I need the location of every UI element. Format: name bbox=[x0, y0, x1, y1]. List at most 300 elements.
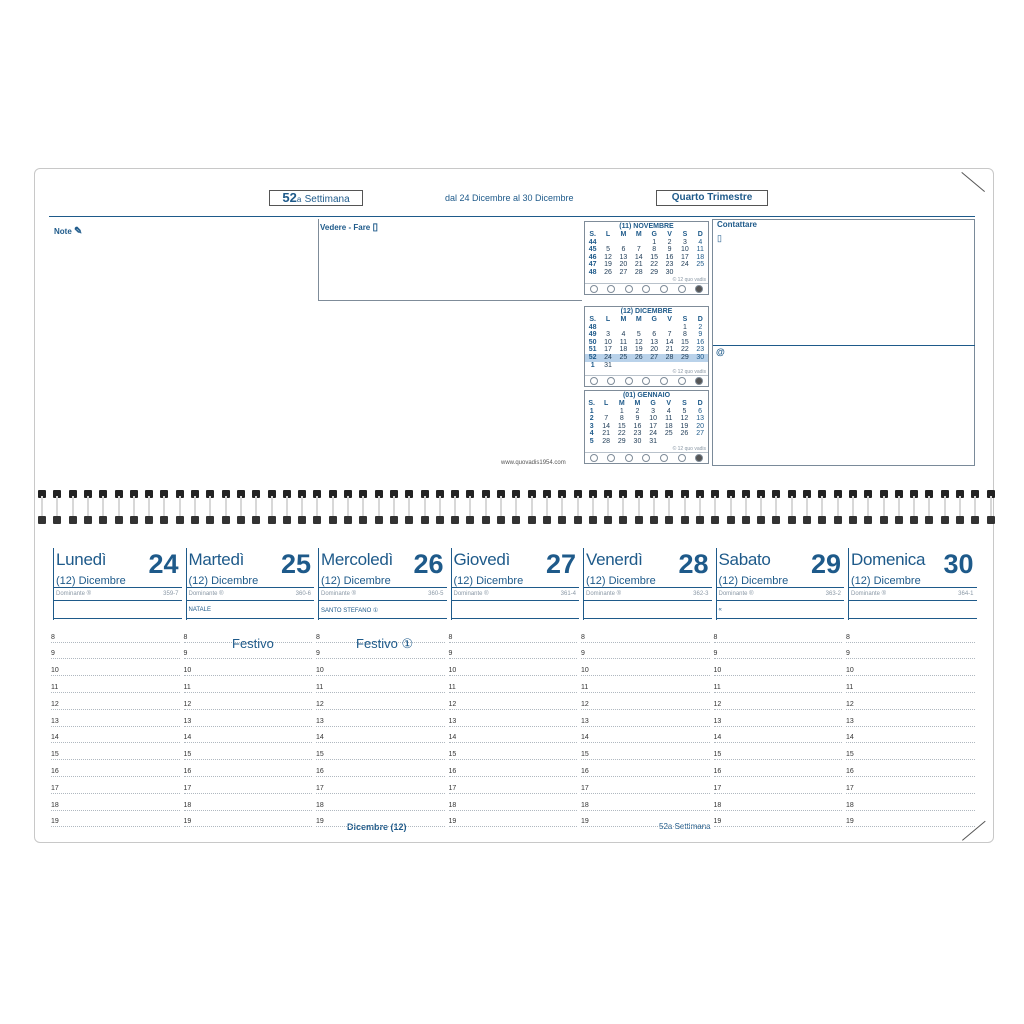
hour-row[interactable] bbox=[184, 811, 313, 828]
hour-row[interactable] bbox=[581, 676, 710, 693]
hour-row[interactable] bbox=[581, 760, 710, 777]
day-cell: 24 bbox=[600, 354, 615, 362]
day-cell: 21 bbox=[634, 261, 643, 269]
hour-label: 15 bbox=[581, 751, 589, 759]
hour-row[interactable] bbox=[51, 760, 180, 777]
moon-phase-icon bbox=[695, 285, 703, 293]
spiral-ring bbox=[665, 486, 673, 528]
day-cell: 1 bbox=[652, 238, 657, 246]
spiral-ring bbox=[696, 486, 704, 528]
day-count: 359-7 bbox=[163, 591, 179, 597]
hour-label: 14 bbox=[316, 734, 324, 742]
day-month: (12) Dicembre bbox=[56, 575, 126, 587]
hour-row[interactable] bbox=[714, 676, 843, 693]
day-cell: 11 bbox=[619, 338, 628, 346]
moon-phase-icon bbox=[590, 285, 598, 293]
hour-row[interactable] bbox=[184, 676, 313, 693]
spiral-ring bbox=[895, 486, 903, 528]
hour-row[interactable] bbox=[581, 643, 710, 660]
spiral-ring bbox=[466, 486, 474, 528]
hour-label: 16 bbox=[846, 768, 854, 776]
hour-label: 18 bbox=[448, 801, 457, 809]
week-number-cell: 5 bbox=[589, 437, 594, 445]
hour-row[interactable] bbox=[51, 777, 180, 794]
hour-row[interactable] bbox=[449, 794, 578, 811]
moon-phase-icon bbox=[642, 454, 650, 462]
hour-label: 15 bbox=[316, 751, 324, 759]
hour-row[interactable] bbox=[316, 676, 445, 693]
hour-label: 14 bbox=[448, 734, 457, 742]
spiral-ring bbox=[635, 486, 643, 528]
hour-row[interactable] bbox=[449, 744, 578, 761]
hour-row[interactable] bbox=[714, 643, 843, 660]
spiral-binding bbox=[34, 486, 994, 532]
day-cell: 2 bbox=[667, 238, 672, 246]
hour-label: 17 bbox=[183, 784, 192, 792]
hour-row[interactable] bbox=[51, 744, 180, 761]
weekday-header: L bbox=[605, 231, 611, 238]
spiral-ring bbox=[574, 486, 582, 528]
hour-label: 16 bbox=[581, 768, 589, 776]
day-cell: 27 bbox=[696, 430, 705, 438]
day-cell: 4 bbox=[621, 331, 626, 339]
hour-label: 10 bbox=[713, 667, 722, 675]
hour-label: 13 bbox=[581, 717, 589, 725]
week-number-cell: 3 bbox=[589, 422, 594, 430]
hour-label: 13 bbox=[183, 717, 192, 725]
day-cell: 13 bbox=[696, 415, 705, 423]
moon-phase-icon bbox=[660, 454, 668, 462]
day-cell: 24 bbox=[649, 430, 657, 438]
hour-row[interactable] bbox=[846, 744, 975, 761]
day-cell: 2 bbox=[698, 323, 703, 331]
hour-row[interactable] bbox=[51, 727, 180, 744]
hour-label: 8 bbox=[581, 633, 585, 641]
hour-label: 12 bbox=[581, 700, 589, 708]
day-cell: 10 bbox=[681, 246, 689, 254]
hour-row[interactable] bbox=[184, 777, 313, 794]
hour-row[interactable] bbox=[184, 710, 313, 727]
hour-label: 9 bbox=[316, 650, 320, 658]
hour-label: 8 bbox=[316, 633, 320, 641]
hour-label: 16 bbox=[183, 768, 192, 776]
day-count: 363-2 bbox=[825, 591, 841, 597]
day-cell: 17 bbox=[649, 422, 657, 430]
spiral-ring bbox=[497, 486, 505, 528]
hour-row[interactable] bbox=[846, 676, 975, 693]
hour-label: 9 bbox=[846, 650, 850, 658]
hour-label: 16 bbox=[713, 768, 722, 776]
day-cell: 31 bbox=[604, 361, 612, 369]
hour-label: 9 bbox=[51, 650, 55, 658]
hour-label: 16 bbox=[316, 768, 324, 776]
moon-phases bbox=[585, 452, 708, 463]
hour-row[interactable] bbox=[581, 777, 710, 794]
hour-row[interactable] bbox=[51, 710, 180, 727]
day-cell: 29 bbox=[677, 354, 692, 362]
spiral-ring bbox=[191, 486, 199, 528]
spiral-ring bbox=[864, 486, 872, 528]
day-cell bbox=[647, 362, 662, 370]
hour-row[interactable] bbox=[846, 811, 975, 828]
weekday-header: S bbox=[682, 231, 688, 238]
hour-label: 8 bbox=[846, 633, 850, 641]
day-cell: 12 bbox=[680, 415, 689, 423]
hour-row[interactable] bbox=[316, 744, 445, 761]
hour-label: 11 bbox=[316, 684, 324, 692]
hour-label: 17 bbox=[846, 784, 854, 792]
day-count: 364-1 bbox=[958, 591, 974, 597]
moon-phases bbox=[585, 283, 708, 294]
hour-label: 8 bbox=[713, 633, 718, 641]
mini-calendar-title: (11) NOVEMBRE bbox=[619, 223, 674, 230]
todo-box-bottom bbox=[318, 300, 582, 301]
hour-row[interactable] bbox=[449, 811, 578, 828]
spiral-ring bbox=[38, 486, 46, 528]
day-cell: 26 bbox=[604, 268, 612, 276]
hour-row[interactable] bbox=[449, 727, 578, 744]
hour-row[interactable] bbox=[184, 693, 313, 710]
weekday-header: L bbox=[604, 400, 609, 407]
spiral-ring bbox=[344, 486, 352, 528]
hour-row[interactable] bbox=[449, 693, 578, 710]
hour-label: 19 bbox=[448, 818, 457, 826]
day-cell: 1 bbox=[619, 407, 624, 415]
hour-label: 9 bbox=[581, 650, 585, 658]
spiral-ring bbox=[528, 486, 536, 528]
hour-row[interactable] bbox=[581, 727, 710, 744]
day-cell bbox=[600, 239, 615, 247]
day-header bbox=[318, 548, 447, 620]
hour-row[interactable] bbox=[51, 693, 180, 710]
hour-row[interactable] bbox=[714, 626, 843, 643]
hour-row[interactable] bbox=[51, 643, 180, 660]
dominante-label: Dominante ® bbox=[56, 591, 92, 597]
moon-phase-icon bbox=[660, 377, 668, 385]
hour-label: 9 bbox=[183, 650, 188, 658]
spiral-ring bbox=[237, 486, 245, 528]
day-cell: 25 bbox=[664, 430, 673, 438]
day-header bbox=[716, 548, 845, 620]
moon-phase-icon bbox=[590, 454, 598, 462]
spiral-ring bbox=[222, 486, 230, 528]
day-cell: 5 bbox=[682, 407, 687, 415]
dominante-label: Dominante ® bbox=[188, 591, 224, 597]
weekday-header: G bbox=[651, 231, 657, 238]
day-cell: 3 bbox=[606, 331, 611, 339]
mini-calendar-footer: © 12 quo vadis bbox=[672, 445, 706, 452]
hour-row[interactable] bbox=[449, 777, 578, 794]
spiral-ring bbox=[313, 486, 321, 528]
hour-row[interactable] bbox=[714, 794, 843, 811]
week-word: Settimana bbox=[304, 194, 350, 205]
weekday-header: V bbox=[666, 400, 672, 407]
spiral-ring bbox=[145, 486, 153, 528]
week-number-cell: 48 bbox=[588, 323, 597, 331]
day-name: Mercoledì bbox=[321, 550, 393, 569]
hour-label: 15 bbox=[448, 751, 457, 759]
hour-label: 17 bbox=[713, 784, 722, 792]
weekday-header: M bbox=[618, 400, 625, 407]
hour-label: 13 bbox=[316, 717, 324, 725]
day-cell: 9 bbox=[635, 415, 640, 423]
hour-row[interactable] bbox=[846, 660, 975, 677]
hour-label: 19 bbox=[846, 818, 854, 826]
hour-row[interactable] bbox=[449, 626, 578, 643]
day-number: 26 bbox=[413, 549, 444, 579]
hour-row[interactable] bbox=[316, 811, 445, 828]
hour-label: 14 bbox=[846, 734, 854, 742]
hour-row[interactable] bbox=[846, 710, 975, 727]
phone-icon: ▯ bbox=[717, 233, 722, 243]
spiral-ring bbox=[329, 486, 337, 528]
hour-row[interactable] bbox=[714, 710, 843, 727]
spiral-ring bbox=[558, 486, 566, 528]
hour-row[interactable] bbox=[581, 794, 710, 811]
week-number: 52 bbox=[282, 190, 297, 205]
weekday-header: S. bbox=[589, 316, 596, 323]
hour-row[interactable] bbox=[316, 660, 445, 677]
hour-label: 11 bbox=[51, 684, 59, 692]
hour-row[interactable] bbox=[714, 777, 843, 794]
moon-phase-icon bbox=[642, 285, 650, 293]
day-cell: 15 bbox=[681, 338, 689, 346]
hour-row[interactable] bbox=[51, 811, 180, 828]
spiral-ring bbox=[818, 486, 826, 528]
moon-phase-icon bbox=[678, 454, 686, 462]
day-cell: 6 bbox=[698, 407, 703, 415]
hour-label: 17 bbox=[581, 784, 589, 792]
day-cell: 17 bbox=[681, 253, 689, 261]
day-cell bbox=[631, 324, 646, 332]
hour-row[interactable] bbox=[581, 744, 710, 761]
day-cell: 22 bbox=[650, 261, 659, 269]
hour-row[interactable] bbox=[581, 660, 710, 677]
hour-label: 11 bbox=[183, 684, 191, 692]
week-number-cell: 2 bbox=[589, 415, 594, 423]
hour-row[interactable] bbox=[184, 727, 313, 744]
day-cell: 16 bbox=[665, 253, 674, 261]
day-cell: 25 bbox=[616, 354, 631, 362]
week-suffix: a bbox=[296, 195, 302, 204]
day-month: (12) Dicembre bbox=[851, 575, 921, 587]
hour-row[interactable] bbox=[51, 660, 180, 677]
hour-label: 10 bbox=[846, 667, 854, 675]
day-number: 29 bbox=[810, 549, 841, 579]
hour-label: 8 bbox=[183, 633, 188, 641]
week-number-cell: 51 bbox=[588, 346, 597, 354]
day-cell: 26 bbox=[680, 430, 689, 438]
hour-row[interactable] bbox=[714, 760, 843, 777]
week-number-cell: 46 bbox=[588, 253, 597, 261]
hour-row[interactable] bbox=[714, 660, 843, 677]
hour-label: 18 bbox=[316, 801, 324, 809]
day-cell: 3 bbox=[651, 407, 656, 415]
hour-row[interactable] bbox=[714, 744, 843, 761]
hour-label: 9 bbox=[448, 650, 453, 658]
contacts-box bbox=[712, 219, 975, 466]
hour-row[interactable] bbox=[714, 727, 843, 744]
hour-row[interactable] bbox=[846, 626, 975, 643]
week-number-cell: 44 bbox=[588, 238, 597, 246]
dominante-label: Dominante ® bbox=[586, 591, 622, 597]
day-cell: 20 bbox=[696, 422, 705, 430]
spiral-ring bbox=[482, 486, 490, 528]
day-cell: 27 bbox=[647, 354, 662, 362]
hour-row[interactable] bbox=[449, 660, 578, 677]
weekday-header: M bbox=[635, 231, 642, 238]
spiral-ring bbox=[206, 486, 214, 528]
hour-row[interactable] bbox=[581, 693, 710, 710]
hour-row[interactable] bbox=[184, 760, 313, 777]
hour-row[interactable] bbox=[316, 794, 445, 811]
spiral-ring bbox=[268, 486, 276, 528]
moon-phase-icon bbox=[695, 377, 703, 385]
spiral-ring bbox=[925, 486, 933, 528]
hour-row[interactable] bbox=[581, 626, 710, 643]
day-cell: 14 bbox=[602, 422, 611, 430]
day-number: 30 bbox=[943, 549, 974, 579]
spiral-ring bbox=[115, 486, 123, 528]
day-count: 360-5 bbox=[428, 591, 444, 597]
day-cell: 10 bbox=[649, 415, 657, 423]
footer-week: 52a Settimana bbox=[659, 822, 711, 831]
hour-row[interactable] bbox=[51, 626, 180, 643]
hour-label: 14 bbox=[581, 734, 589, 742]
hour-row[interactable] bbox=[316, 777, 445, 794]
day-cell: 19 bbox=[680, 422, 689, 430]
day-header bbox=[53, 548, 182, 620]
weekday-header: M bbox=[634, 400, 641, 407]
weekday-header: S bbox=[682, 316, 688, 323]
day-cell bbox=[631, 362, 646, 370]
day-cell: 22 bbox=[681, 346, 689, 354]
hour-label: 12 bbox=[316, 700, 324, 708]
day-cell: 12 bbox=[634, 338, 643, 346]
day-cell: 9 bbox=[667, 246, 672, 254]
hour-row[interactable] bbox=[316, 710, 445, 727]
hour-row[interactable] bbox=[184, 660, 313, 677]
hour-row[interactable] bbox=[449, 710, 578, 727]
hour-label: 15 bbox=[846, 751, 854, 759]
day-cell: 21 bbox=[665, 346, 674, 354]
day-number: 27 bbox=[545, 549, 576, 579]
dominante-label: Dominante ® bbox=[718, 591, 754, 597]
weekday-header: L bbox=[605, 316, 611, 323]
mini-calendar-title: (12) DICEMBRE bbox=[620, 308, 673, 315]
hour-row[interactable] bbox=[184, 744, 313, 761]
day-cell: 8 bbox=[682, 331, 687, 339]
spiral-ring bbox=[803, 486, 811, 528]
hour-row[interactable] bbox=[714, 811, 843, 828]
todo-box bbox=[318, 219, 319, 301]
day-cell: 13 bbox=[650, 338, 659, 346]
weekday-header: S. bbox=[589, 231, 596, 238]
day-cell: 28 bbox=[602, 437, 611, 445]
hour-row[interactable] bbox=[846, 777, 975, 794]
hour-row[interactable] bbox=[316, 760, 445, 777]
hour-row[interactable] bbox=[846, 794, 975, 811]
hour-label: 18 bbox=[581, 801, 589, 809]
hour-row[interactable] bbox=[51, 676, 180, 693]
week-number-cell: 50 bbox=[588, 338, 597, 346]
hour-row[interactable] bbox=[846, 643, 975, 660]
hour-label: 10 bbox=[448, 667, 457, 675]
quarter-box: Quarto Trimestre bbox=[656, 190, 768, 206]
spiral-ring bbox=[512, 486, 520, 528]
moon-phase-icon bbox=[590, 377, 598, 385]
spiral-ring bbox=[742, 486, 750, 528]
hour-label: 13 bbox=[448, 717, 457, 725]
day-cell: 5 bbox=[606, 246, 611, 254]
day-count: 362-3 bbox=[693, 591, 709, 597]
hour-row[interactable] bbox=[846, 760, 975, 777]
day-cell: 17 bbox=[604, 346, 612, 354]
hour-label: 17 bbox=[51, 784, 59, 792]
day-number: 24 bbox=[148, 549, 179, 579]
hour-row[interactable] bbox=[581, 811, 710, 828]
day-cell bbox=[600, 324, 615, 332]
spiral-ring bbox=[375, 486, 383, 528]
day-cell: 18 bbox=[619, 346, 628, 354]
day-cell: 25 bbox=[696, 261, 705, 269]
hour-label: 17 bbox=[448, 784, 457, 792]
hour-row[interactable] bbox=[449, 643, 578, 660]
spiral-ring bbox=[727, 486, 735, 528]
spiral-ring bbox=[604, 486, 612, 528]
hour-label: 11 bbox=[581, 684, 589, 692]
spiral-ring bbox=[390, 486, 398, 528]
day-cell: 28 bbox=[634, 268, 643, 276]
day-name: Domenica bbox=[851, 550, 926, 569]
hour-row[interactable] bbox=[449, 760, 578, 777]
hour-row[interactable] bbox=[581, 710, 710, 727]
day-count: 360-6 bbox=[295, 591, 311, 597]
hour-row[interactable] bbox=[846, 727, 975, 744]
hour-row[interactable] bbox=[316, 693, 445, 710]
week-number-cell: 49 bbox=[588, 331, 597, 339]
day-cell: 29 bbox=[650, 268, 659, 276]
spiral-ring bbox=[971, 486, 979, 528]
moon-phase-icon bbox=[660, 285, 668, 293]
weekday-header: V bbox=[667, 316, 672, 323]
hour-label: 12 bbox=[51, 700, 59, 708]
hour-row[interactable] bbox=[449, 676, 578, 693]
day-cell: 7 bbox=[667, 331, 672, 339]
hour-row[interactable] bbox=[316, 727, 445, 744]
hour-row[interactable] bbox=[184, 794, 313, 811]
hour-row[interactable] bbox=[714, 693, 843, 710]
notes-text: Note bbox=[54, 227, 72, 236]
weekday-header: M bbox=[620, 231, 627, 238]
hour-label: 18 bbox=[183, 801, 192, 809]
day-cell: 16 bbox=[633, 422, 642, 430]
pencil-icon: ✎ bbox=[74, 226, 83, 237]
day-cell: 4 bbox=[698, 238, 703, 246]
hour-row[interactable] bbox=[846, 693, 975, 710]
week-number-cell: 1 bbox=[589, 407, 594, 415]
todo-text: Vedere - Fare bbox=[320, 223, 371, 232]
day-cell: 21 bbox=[602, 430, 611, 438]
day-number: 25 bbox=[280, 549, 311, 579]
hour-label: 15 bbox=[713, 751, 722, 759]
hour-row[interactable] bbox=[51, 794, 180, 811]
hour-label: 19 bbox=[713, 818, 722, 826]
mini-calendar bbox=[584, 221, 709, 295]
day-header bbox=[848, 548, 977, 620]
day-cell: 15 bbox=[617, 422, 626, 430]
weekday-header: M bbox=[635, 316, 642, 323]
